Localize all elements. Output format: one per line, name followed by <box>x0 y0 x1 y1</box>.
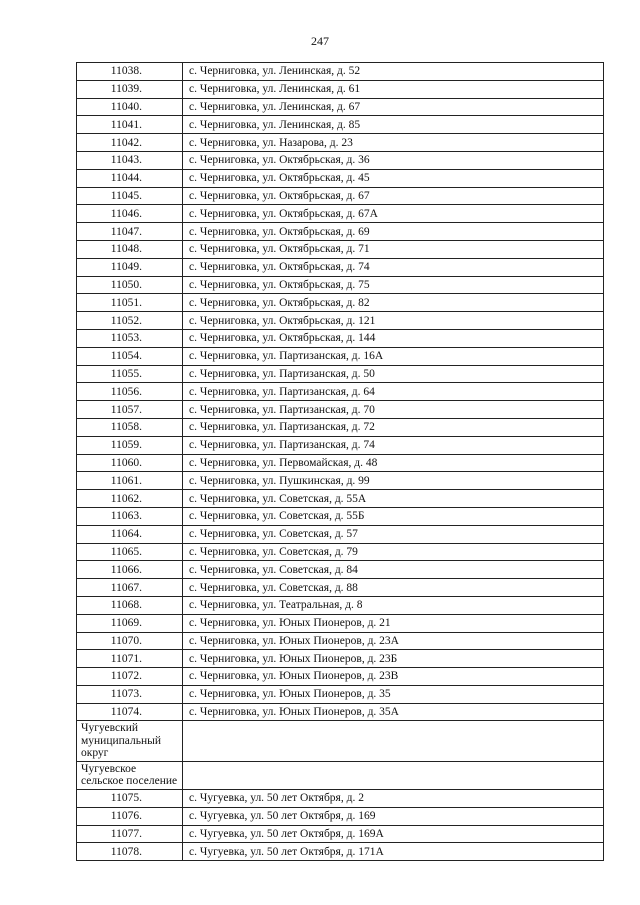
row-address: с. Черниговка, ул. Партизанская, д. 70 <box>183 401 604 419</box>
table-row <box>77 187 604 205</box>
row-number: 11070. <box>77 632 183 650</box>
row-address: с. Черниговка, ул. Юных Пионеров, д. 21 <box>183 614 604 632</box>
table-row <box>77 276 604 294</box>
table-row <box>77 490 604 508</box>
row-address: с. Чугуевка, ул. 50 лет Октября, д. 2 <box>183 789 604 807</box>
row-number: 11067. <box>77 579 183 597</box>
row-number: 11061. <box>77 472 183 490</box>
table-row <box>77 668 604 686</box>
row-address: с. Черниговка, ул. Октябрьская, д. 36 <box>183 151 604 169</box>
row-address: с. Черниговка, ул. Партизанская, д. 74 <box>183 436 604 454</box>
table-row <box>77 825 604 843</box>
table-row <box>77 789 604 807</box>
row-number: 11048. <box>77 240 183 258</box>
row-number: 11058. <box>77 418 183 436</box>
table-row <box>77 561 604 579</box>
row-number: 11077. <box>77 825 183 843</box>
table-row <box>77 258 604 276</box>
group-empty-cell <box>183 721 604 762</box>
table-row <box>77 472 604 490</box>
row-number: 11075. <box>77 789 183 807</box>
row-address: с. Черниговка, ул. Советская, д. 55А <box>183 490 604 508</box>
row-number: 11071. <box>77 650 183 668</box>
row-address: с. Черниговка, ул. Ленинская, д. 61 <box>183 80 604 98</box>
row-number: 11065. <box>77 543 183 561</box>
table-row <box>77 383 604 401</box>
table-row <box>77 63 604 81</box>
row-address: с. Черниговка, ул. Октябрьская, д. 67А <box>183 205 604 223</box>
table-row <box>77 418 604 436</box>
row-number: 11043. <box>77 151 183 169</box>
row-number: 11076. <box>77 807 183 825</box>
row-address: с. Черниговка, ул. Театральная, д. 8 <box>183 596 604 614</box>
row-address: с. Черниговка, ул. Партизанская, д. 64 <box>183 383 604 401</box>
row-address: с. Черниговка, ул. Октябрьская, д. 45 <box>183 169 604 187</box>
row-address: с. Черниговка, ул. Юных Пионеров, д. 23Б <box>183 650 604 668</box>
row-address: с. Черниговка, ул. Советская, д. 57 <box>183 525 604 543</box>
row-address: с. Чугуевка, ул. 50 лет Октября, д. 169 <box>183 807 604 825</box>
table-row <box>77 116 604 134</box>
table-row <box>77 543 604 561</box>
row-address: с. Черниговка, ул. Партизанская, д. 72 <box>183 418 604 436</box>
table-row <box>77 151 604 169</box>
row-address: с. Черниговка, ул. Советская, д. 55Б <box>183 507 604 525</box>
row-address: с. Черниговка, ул. Ленинская, д. 67 <box>183 98 604 116</box>
row-address: с. Черниговка, ул. Советская, д. 79 <box>183 543 604 561</box>
row-address: с. Черниговка, ул. Советская, д. 88 <box>183 579 604 597</box>
row-number: 11041. <box>77 116 183 134</box>
row-address: с. Черниговка, ул. Ленинская, д. 85 <box>183 116 604 134</box>
table-row <box>77 436 604 454</box>
row-number: 11057. <box>77 401 183 419</box>
row-address: с. Черниговка, ул. Первомайская, д. 48 <box>183 454 604 472</box>
row-number: 11074. <box>77 703 183 721</box>
row-number: 11055. <box>77 365 183 383</box>
table-row <box>77 685 604 703</box>
row-address: с. Черниговка, ул. Юных Пионеров, д. 23В <box>183 668 604 686</box>
row-number: 11062. <box>77 490 183 508</box>
table-row <box>77 312 604 330</box>
table-row <box>77 579 604 597</box>
row-number: 11078. <box>77 843 183 861</box>
row-address: с. Черниговка, ул. Октябрьская, д. 71 <box>183 240 604 258</box>
table-row <box>77 294 604 312</box>
group-heading-row <box>77 761 604 789</box>
page-number: 247 <box>311 34 329 48</box>
table-row <box>77 843 604 861</box>
table-row <box>77 525 604 543</box>
table-row <box>77 134 604 152</box>
table-row <box>77 169 604 187</box>
row-address: с. Черниговка, ул. Назарова, д. 23 <box>183 134 604 152</box>
table-row <box>77 807 604 825</box>
row-number: 11045. <box>77 187 183 205</box>
row-number: 11046. <box>77 205 183 223</box>
table-row <box>77 650 604 668</box>
group-heading: Чугуевское сельское поселение <box>77 761 183 789</box>
row-address: с. Черниговка, ул. Юных Пионеров, д. 35 <box>183 685 604 703</box>
row-number: 11047. <box>77 223 183 241</box>
group-heading-row <box>77 721 604 762</box>
row-number: 11064. <box>77 525 183 543</box>
table-row <box>77 703 604 721</box>
row-address: с. Черниговка, ул. Ленинская, д. 52 <box>183 63 604 81</box>
table-row <box>77 80 604 98</box>
row-number: 11066. <box>77 561 183 579</box>
table-row <box>77 98 604 116</box>
table-row <box>77 454 604 472</box>
row-number: 11042. <box>77 134 183 152</box>
table-row <box>77 347 604 365</box>
table-row <box>77 205 604 223</box>
row-address: с. Чугуевка, ул. 50 лет Октября, д. 171А <box>183 843 604 861</box>
address-table-body <box>77 63 604 861</box>
row-address: с. Черниговка, ул. Партизанская, д. 16А <box>183 347 604 365</box>
row-number: 11039. <box>77 80 183 98</box>
row-number: 11059. <box>77 436 183 454</box>
row-number: 11050. <box>77 276 183 294</box>
table-row <box>77 632 604 650</box>
row-number: 11060. <box>77 454 183 472</box>
row-address: с. Чугуевка, ул. 50 лет Октября, д. 169А <box>183 825 604 843</box>
row-number: 11063. <box>77 507 183 525</box>
row-number: 11051. <box>77 294 183 312</box>
row-number: 11038. <box>77 63 183 81</box>
row-address: с. Черниговка, ул. Пушкинская, д. 99 <box>183 472 604 490</box>
row-address: с. Черниговка, ул. Юных Пионеров, д. 23А <box>183 632 604 650</box>
row-address: с. Черниговка, ул. Октябрьская, д. 74 <box>183 258 604 276</box>
row-number: 11073. <box>77 685 183 703</box>
row-address: с. Черниговка, ул. Юных Пионеров, д. 35А <box>183 703 604 721</box>
table-row <box>77 365 604 383</box>
address-table <box>76 62 604 861</box>
row-number: 11056. <box>77 383 183 401</box>
row-number: 11069. <box>77 614 183 632</box>
row-address: с. Черниговка, ул. Октябрьская, д. 75 <box>183 276 604 294</box>
table-row <box>77 223 604 241</box>
table-row <box>77 329 604 347</box>
row-number: 11044. <box>77 169 183 187</box>
row-number: 11054. <box>77 347 183 365</box>
table-row <box>77 507 604 525</box>
table-row <box>77 240 604 258</box>
row-number: 11053. <box>77 329 183 347</box>
group-heading: Чугуевский муниципальный округ <box>77 721 183 762</box>
row-number: 11068. <box>77 596 183 614</box>
table-row <box>77 596 604 614</box>
row-address: с. Черниговка, ул. Октябрьская, д. 121 <box>183 312 604 330</box>
row-number: 11052. <box>77 312 183 330</box>
row-number: 11040. <box>77 98 183 116</box>
row-number: 11072. <box>77 668 183 686</box>
row-address: с. Черниговка, ул. Октябрьская, д. 69 <box>183 223 604 241</box>
table-row <box>77 401 604 419</box>
row-address: с. Черниговка, ул. Октябрьская, д. 82 <box>183 294 604 312</box>
row-address: с. Черниговка, ул. Октябрьская, д. 144 <box>183 329 604 347</box>
row-address: с. Черниговка, ул. Советская, д. 84 <box>183 561 604 579</box>
row-number: 11049. <box>77 258 183 276</box>
row-address: с. Черниговка, ул. Октябрьская, д. 67 <box>183 187 604 205</box>
row-address: с. Черниговка, ул. Партизанская, д. 50 <box>183 365 604 383</box>
table-row <box>77 614 604 632</box>
group-empty-cell <box>183 761 604 789</box>
